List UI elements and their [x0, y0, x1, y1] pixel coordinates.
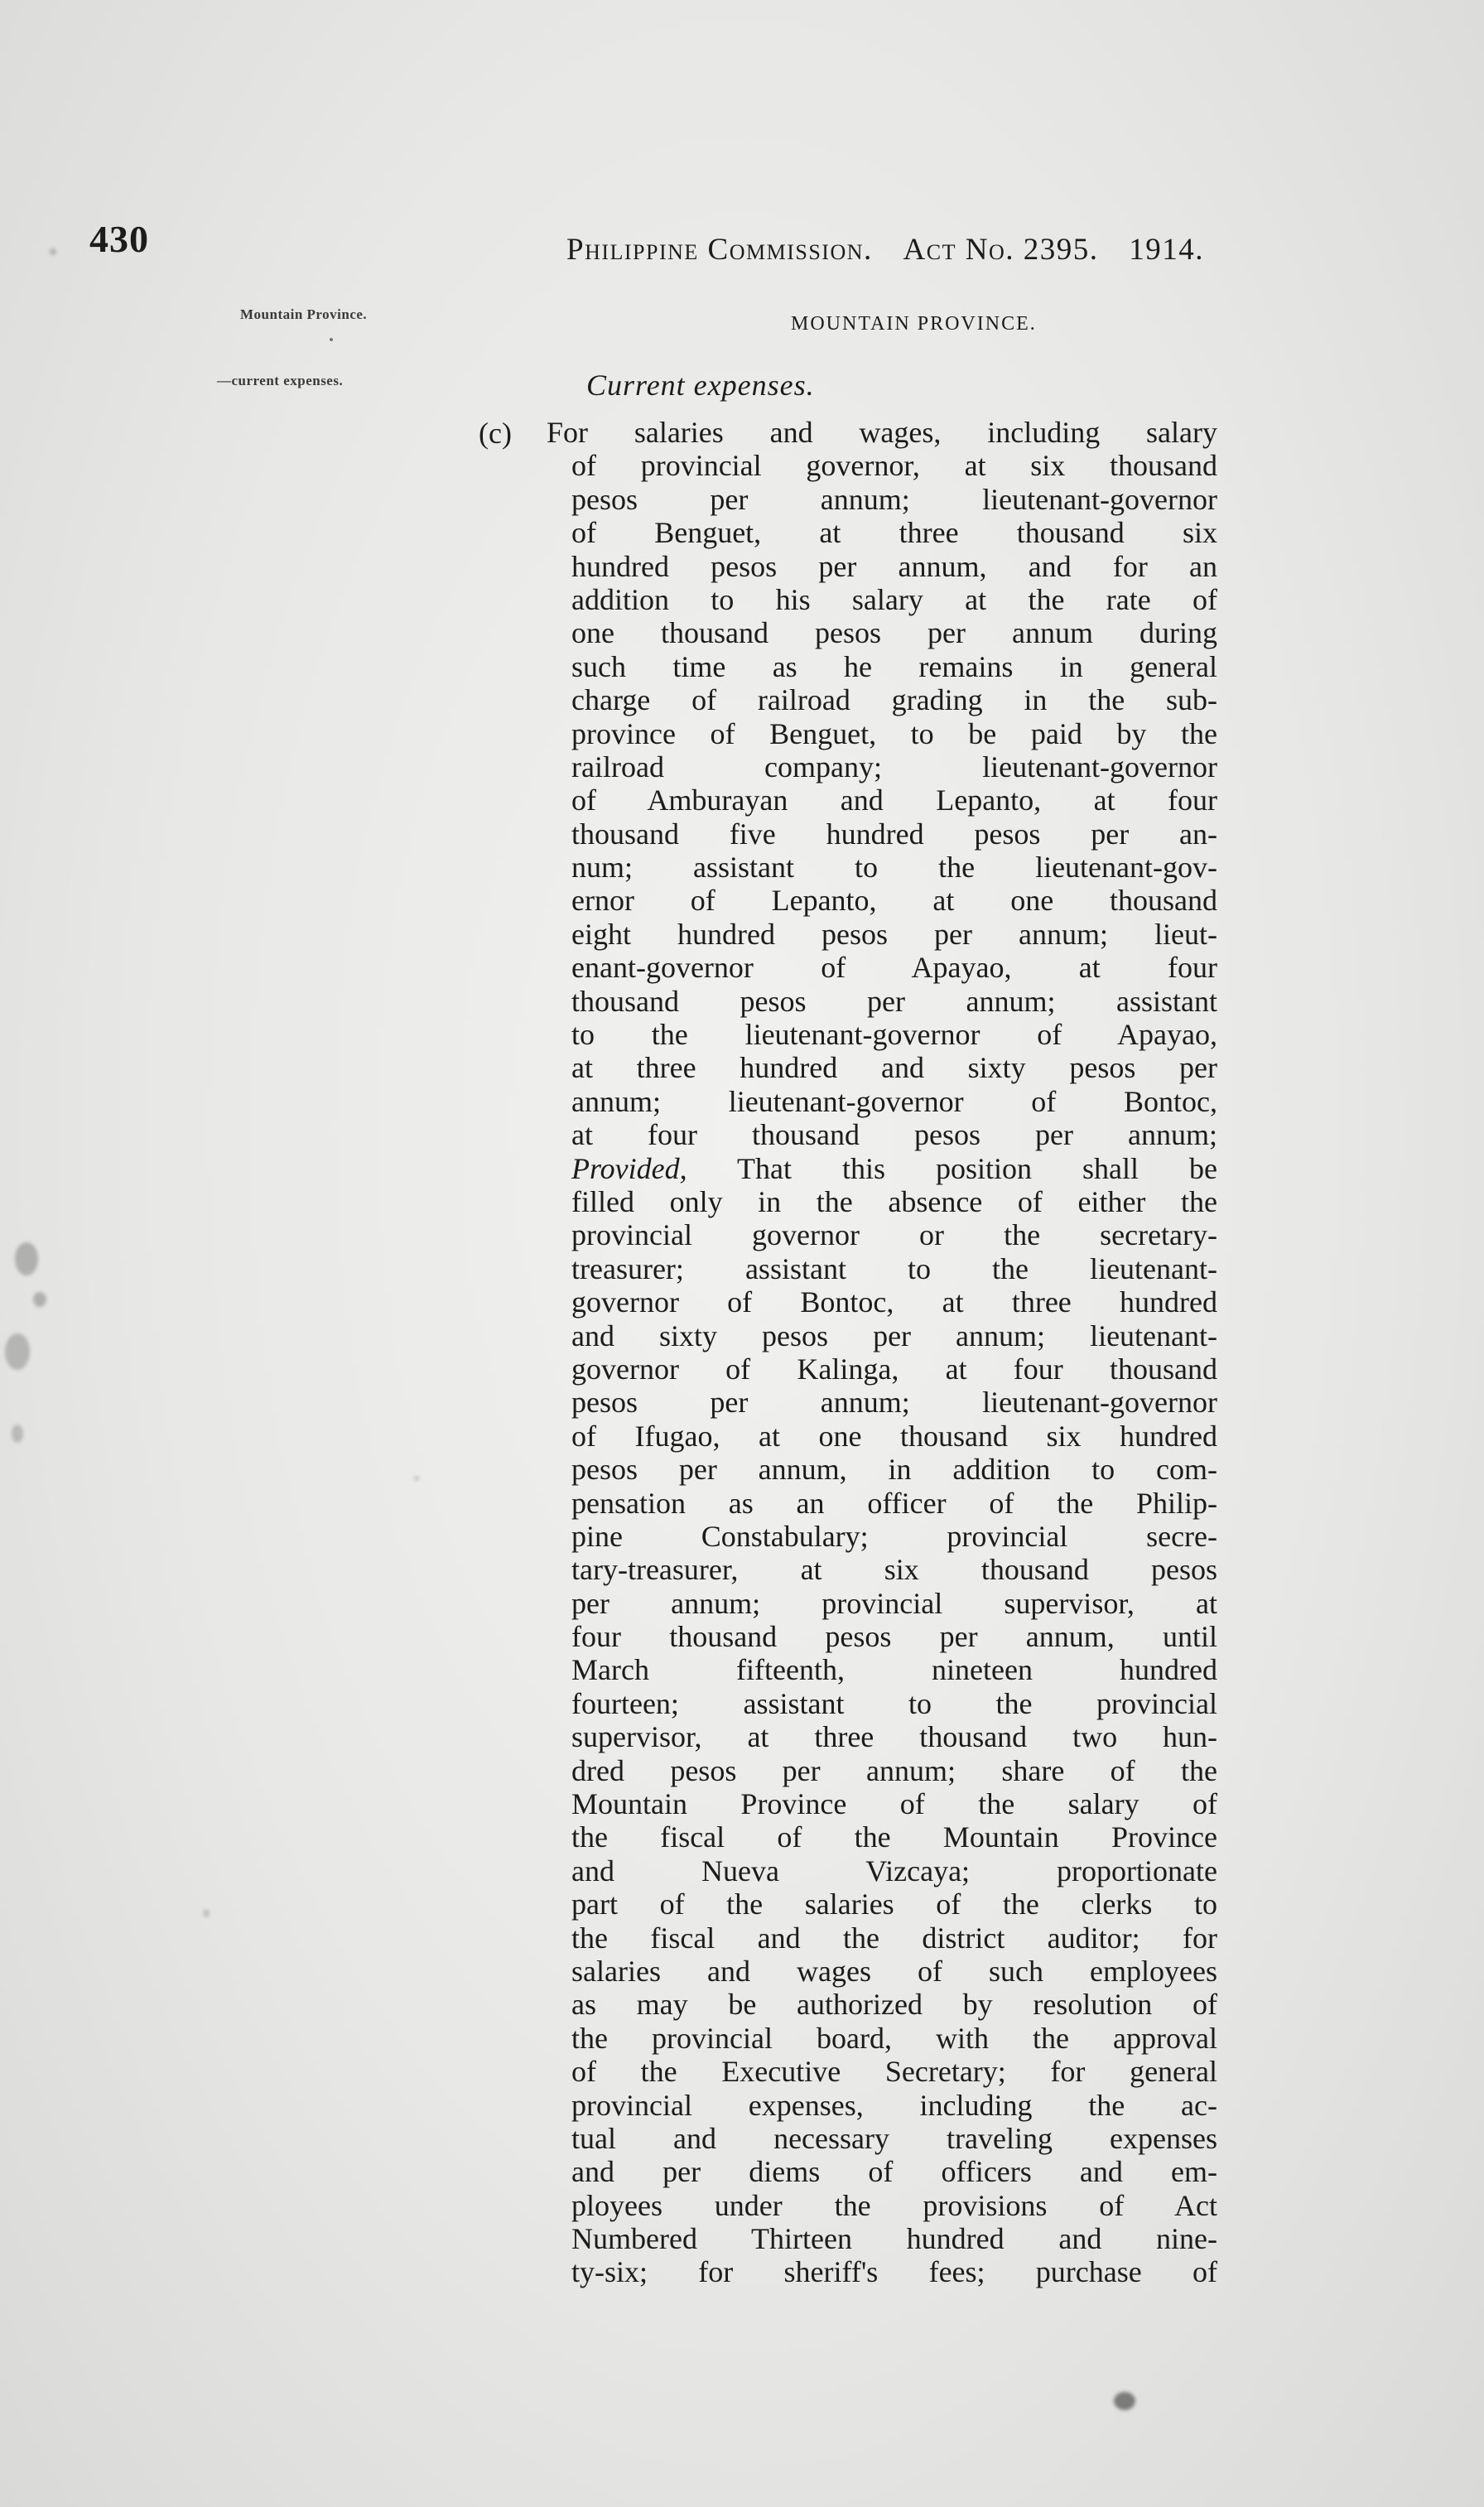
paragraph-label: (c): [479, 417, 512, 450]
scan-speck: [12, 1425, 23, 1443]
body-line: Mountain Province of the salary of: [571, 1787, 1217, 1821]
body-line: thousand five hundred pesos per an-: [571, 817, 1217, 851]
body-line: Provided, That this position shall be: [571, 1151, 1217, 1185]
body-line: at four thousand pesos per annum;: [571, 1118, 1217, 1152]
body-line: the fiscal of the Mountain Province: [571, 1820, 1217, 1854]
body-line: March fifteenth, nineteen hundred: [571, 1653, 1217, 1687]
body-line: charge of railroad grading in the sub-: [571, 683, 1217, 717]
body-line: treasurer; assistant to the lieutenant-: [571, 1251, 1217, 1285]
body-line: provincial expenses, including the ac-: [571, 2088, 1217, 2122]
body-line: annum; lieutenant-governor of Bontoc,: [571, 1084, 1217, 1118]
body-line: per annum; provincial supervisor, at: [571, 1586, 1217, 1620]
body-line: Numbered Thirteen hundred and nine-: [571, 2222, 1217, 2256]
running-head-year: 1914.: [1129, 233, 1204, 267]
scan-speck: [15, 1242, 38, 1275]
body-line: and Nueva Vizcaya; proportionate: [571, 1854, 1217, 1887]
subheading: Current expenses.: [586, 369, 815, 402]
body-line: and per diems of officers and em-: [571, 2155, 1217, 2189]
body-line: For salaries and wages, including salary: [547, 416, 1217, 449]
scan-speck: [5, 1333, 30, 1370]
body-line: of the Executive Secretary; for general: [571, 2055, 1217, 2089]
scan-speck: [50, 248, 56, 255]
body-line: ty-six; for sheriff's fees; purchase of: [571, 2255, 1217, 2289]
body-line: part of the salaries of the clerks to: [571, 1887, 1217, 1921]
body-line: dred pesos per annum; share of the: [571, 1753, 1217, 1787]
body-line: four thousand pesos per annum, until: [571, 1620, 1217, 1654]
running-head-act: Act No. 2395.: [903, 233, 1099, 267]
body-line: pine Constabulary; provincial secre-: [571, 1519, 1217, 1553]
body-line: the fiscal and the district auditor; for: [571, 1921, 1217, 1955]
body-line: and sixty pesos per annum; lieutenant-: [571, 1319, 1217, 1352]
body-text: [547, 416, 1217, 2289]
body-line: governor of Kalinga, at four thousand: [571, 1352, 1217, 1386]
page-number: 430: [89, 218, 149, 260]
body-line: pesos per annum; lieutenant-governor: [571, 482, 1217, 516]
body-line: thousand pesos per annum; assistant: [571, 984, 1217, 1018]
scan-speck: [33, 1292, 46, 1307]
provided-emphasis: Provided,: [571, 1151, 687, 1185]
section-heading: MOUNTAIN PROVINCE.: [791, 313, 1037, 335]
body-line: provincial governor or the secretary-: [571, 1218, 1217, 1252]
body-line: fourteen; assistant to the provincial: [571, 1686, 1217, 1720]
body-line: supervisor, at three thousand two hun-: [571, 1720, 1217, 1754]
body-line: of Ifugao, at one thousand six hundred: [571, 1419, 1217, 1453]
body-line: pesos per annum, in addition to com-: [571, 1453, 1217, 1487]
scan-speck: [414, 1476, 419, 1481]
body-line: tual and necessary traveling expenses: [571, 2121, 1217, 2155]
body-line: of Amburayan and Lepanto, at four: [571, 783, 1217, 817]
body-line: governor of Bontoc, at three hundred: [571, 1285, 1217, 1319]
body-line: railroad company; lieutenant-governor: [571, 750, 1217, 783]
body-line: one thousand pesos per annum during: [571, 616, 1217, 650]
body-line: addition to his salary at the rate of: [571, 582, 1217, 616]
body-line: hundred pesos per annum, and for an: [571, 549, 1217, 583]
body-line: the provincial board, with the approval: [571, 2021, 1217, 2055]
body-line: to the lieutenant-governor of Apayao,: [571, 1018, 1217, 1052]
running-head: [566, 232, 1361, 268]
body-line: ployees under the provisions of Act: [571, 2188, 1217, 2222]
body-line: province of Benguet, to be paid by the: [571, 716, 1217, 750]
margin-note-current-expenses: —current expenses.: [217, 373, 344, 388]
margin-note-mountain-province: Mountain Province.: [240, 306, 368, 322]
body-line: as may be authorized by resolution of: [571, 1988, 1217, 2022]
body-line: at three hundred and sixty pesos per: [571, 1051, 1217, 1085]
scan-speck: [1114, 2392, 1135, 2410]
body-line: enant-governor of Apayao, at four: [571, 951, 1217, 985]
body-line: of provincial governor, at six thousand: [571, 449, 1217, 483]
body-line: pensation as an officer of the Philip-: [571, 1486, 1217, 1520]
body-line: ernor of Lepanto, at one thousand: [571, 884, 1217, 918]
body-line: eight hundred pesos per annum; lieut-: [571, 917, 1217, 951]
running-head-publication: Philippine Commission.: [566, 233, 873, 267]
body-line: salaries and wages of such employees: [571, 1954, 1217, 1988]
body-line: pesos per annum; lieutenant-governor: [571, 1386, 1217, 1420]
scan-speck: [203, 1909, 210, 1917]
body-line: such time as he remains in general: [571, 649, 1217, 683]
body-line: num; assistant to the lieutenant-gov-: [571, 851, 1217, 885]
body-line: tary-treasurer, at six thousand pesos: [571, 1553, 1217, 1587]
body-line: filled only in the absence of either the: [571, 1184, 1217, 1218]
margin-note-bullet: [330, 338, 333, 341]
body-line: of Benguet, at three thousand six: [571, 516, 1217, 550]
